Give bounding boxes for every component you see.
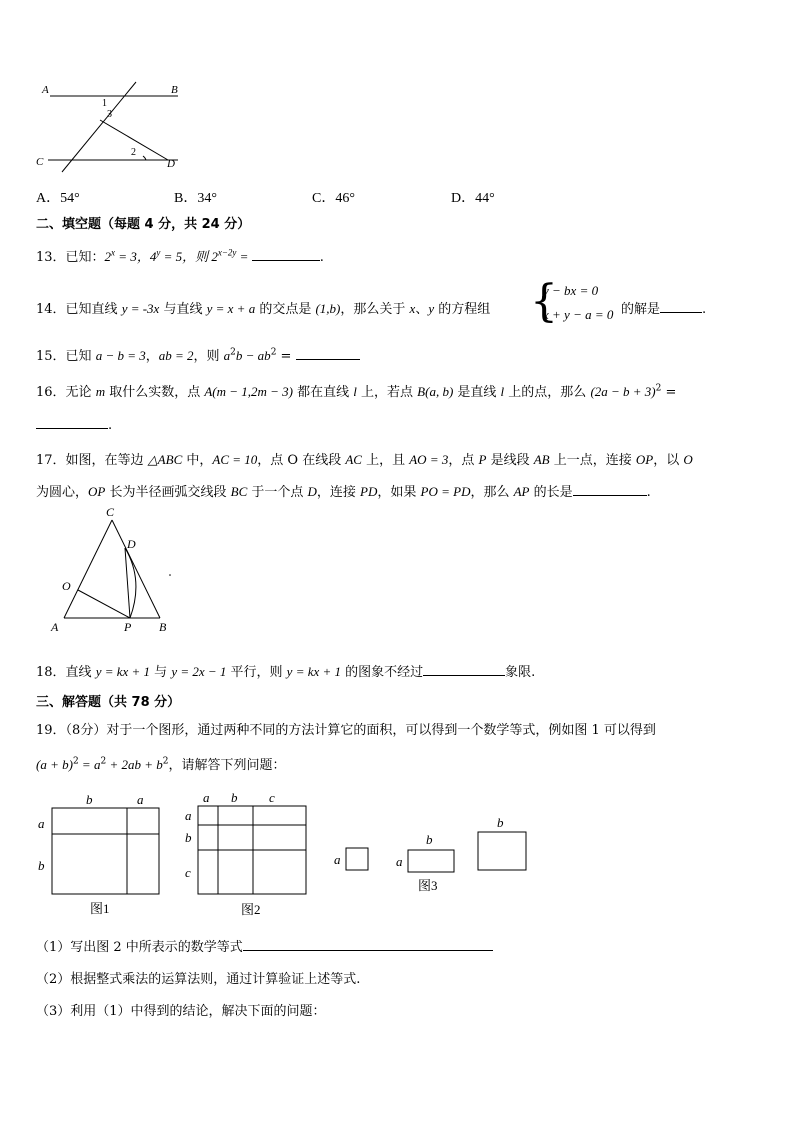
fig2-c-top: c <box>269 790 275 805</box>
question-14: 14．已知直线 y = -3x 与直线 y = x + a 的交点是 (1,b)，那么关于 x、y 的方程组 <box>36 301 491 317</box>
question-13: 13．已知：$2^x = 3$，$4^y = 5$，则 $2^{x-2y}$ = . <box>36 247 324 265</box>
system-eq-2: x + y − a = 0 <box>543 307 614 322</box>
fig3-square-b: b <box>497 815 504 830</box>
answer-blank[interactable] <box>243 938 493 951</box>
parallel-lines-figure <box>30 76 190 176</box>
fig3-rect-a: a <box>396 854 403 869</box>
figure-1 <box>30 788 170 918</box>
system-eq-1: y − bx = 0 <box>543 283 599 298</box>
label-D: D <box>127 537 136 551</box>
fig2-caption: 图2 <box>241 902 261 917</box>
label-C: C <box>106 506 115 519</box>
question-19-sub-3: （3）利用（1）中得到的结论，解决下面的问题： <box>36 1004 326 1019</box>
question-16-blank-line: . <box>36 416 112 433</box>
answer-blank[interactable] <box>660 300 702 313</box>
choice-b: B．34° <box>174 191 217 206</box>
fig3-square-a: a <box>334 852 341 867</box>
fig1-caption: 图1 <box>90 901 110 916</box>
question-16: 16．无论 m 取什么实数，点 A(m − 1,2m − 3) 都在直线 l 上，若点 B(a, b) 是直线 l 上的点，那么 $(2a - b + 3)^2$ = <box>36 383 677 400</box>
figure-3 <box>330 812 540 902</box>
label-B: B <box>159 620 167 634</box>
answer-blank[interactable] <box>252 248 320 261</box>
question-19-line-1: 19．（8分）对于一个图形，通过两种不同的方法计算它的面积，可以得到一个数学等式，例如图 1 可以得到 <box>36 723 656 738</box>
choice-d: D．44° <box>451 191 495 206</box>
label-B: B <box>171 84 178 96</box>
question-14-tail: 的解是 . <box>621 302 707 317</box>
fig2-a-left: a <box>185 808 192 823</box>
triangle-figure <box>40 506 190 636</box>
section-3-heading: 三、解答题（共 78 分） <box>36 695 181 710</box>
question-15: 15．已知 a − b = 3，ab = 2，则 $a^2b - ab^2$ = <box>36 345 360 364</box>
fig2-c-left: c <box>185 865 191 880</box>
label-P: P <box>124 620 132 634</box>
question-17-line-2: 为圆心，OP 长为半径画弧交线段 BC 于一个点 D，连接 PD，如果 PO = PD，那么 AP 的长是 . <box>36 484 651 500</box>
question-19-formula: $(a + b)^2 = a^2 + 2ab + b^2$，请解答下列问题： <box>36 756 286 773</box>
choice-a: A．54° <box>36 191 80 206</box>
system-brace: { <box>530 276 558 327</box>
fig3-rect-b: b <box>426 832 433 847</box>
label-O: O <box>62 579 71 593</box>
angle-2-label: 2 <box>131 147 136 158</box>
question-17-line-1: 17．如图，在等边 △ABC 中，AC = 10，点 O 在线段 AC 上，且 AO = 3，点 P 是线段 AB 上一点，连接 OP，以 O <box>36 452 693 468</box>
label-D: D <box>167 158 175 170</box>
figure-2 <box>180 788 320 923</box>
answer-blank[interactable] <box>573 483 647 496</box>
section-2-heading: 二、填空题（每题 4 分，共 24 分） <box>36 217 251 232</box>
fig1-b-left: b <box>38 858 45 873</box>
choice-c: C．46° <box>312 191 355 206</box>
fig3-caption: 图3 <box>418 878 438 893</box>
fig2-a-top: a <box>203 790 210 805</box>
answer-blank[interactable] <box>36 416 108 429</box>
fig1-a-left: a <box>38 816 45 831</box>
fig2-b-top: b <box>231 790 238 805</box>
fig2-b-left: b <box>185 830 192 845</box>
angle-1-label: 1 <box>102 98 107 109</box>
fig1-b-top: b <box>86 792 93 807</box>
question-19-sub-2: （2）根据整式乘法的运算法则，通过计算验证上述等式. <box>36 972 361 987</box>
answer-blank[interactable] <box>296 347 360 360</box>
question-18: 18．直线 y = kx + 1 与 y = 2x − 1 平行，则 y = kx + 1 的图象不经过 象限. <box>36 664 536 680</box>
label-A: A <box>51 620 59 634</box>
answer-blank[interactable] <box>423 663 505 676</box>
angle-3-label: 3 <box>107 109 112 120</box>
label-C: C <box>36 156 44 168</box>
fig1-a-top: a <box>137 792 144 807</box>
label-A: A <box>42 84 49 96</box>
question-19-sub-1: （1）写出图 2 中所表示的数学等式 <box>36 936 493 955</box>
